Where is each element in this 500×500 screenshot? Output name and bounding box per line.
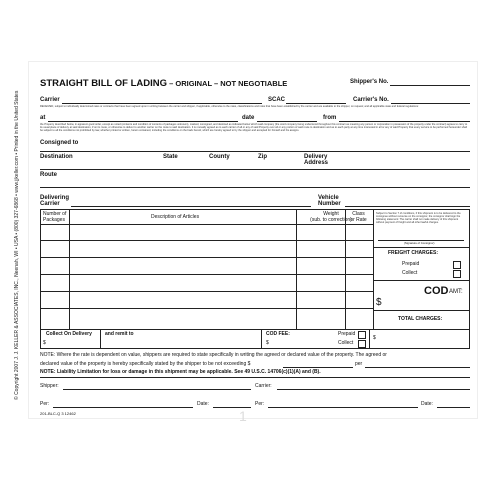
copyright-text: © Copyright 2007 J. J. KELLER & ASSOCIATES, INC., Neenah, WI • USA • (800) 327-6868 • www.jjkeller.com • Printed in the United States bbox=[14, 90, 20, 400]
carrier-signature-field[interactable] bbox=[277, 389, 470, 390]
date-field[interactable] bbox=[257, 121, 317, 122]
carrier-sig-label: Carrier: bbox=[255, 383, 272, 389]
col-packages-line1: Number of bbox=[43, 211, 67, 217]
col-description-header: Description of Articles bbox=[151, 214, 200, 220]
delivery-address-line2: Address bbox=[304, 160, 329, 166]
delivering-carrier-field[interactable] bbox=[71, 206, 311, 207]
shipper-per-field[interactable] bbox=[53, 407, 193, 408]
cod-collect-label: Collect bbox=[338, 340, 354, 346]
title-main: STRAIGHT BILL OF LADING bbox=[40, 78, 168, 89]
col-packages-header bbox=[43, 212, 66, 223]
form-title bbox=[40, 79, 287, 89]
charges-panel bbox=[374, 209, 470, 330]
carrier-per-label: Per: bbox=[255, 401, 265, 407]
cod-fee-label: COD FEE: bbox=[266, 331, 290, 337]
collect-label: Collect bbox=[402, 270, 418, 276]
freight-charges-label: FREIGHT CHARGES: bbox=[388, 250, 438, 256]
cod-label: COD bbox=[424, 285, 449, 297]
table-row[interactable] bbox=[41, 240, 373, 241]
table-row[interactable] bbox=[41, 274, 373, 275]
consigned-to-label: Consigned to bbox=[40, 140, 79, 146]
title-sub: – ORIGINAL – NOT NEGOTIABLE bbox=[167, 79, 288, 88]
form-code: 201-BLC-Q 3 12462 bbox=[40, 411, 76, 416]
cod-amt-label: AMT: bbox=[449, 289, 463, 295]
note-liability: NOTE: Liability Limitation for loss or damage in this shipment may be applicable. See 49 U.S.C. 14706(c)(1)(A) and (B). bbox=[40, 369, 321, 375]
note-per-label: per bbox=[355, 361, 363, 367]
county-label: County bbox=[209, 154, 230, 160]
notes-divider bbox=[40, 377, 470, 378]
vehicle-number-line1: Vehicle bbox=[318, 195, 339, 201]
carrier-per-field[interactable] bbox=[268, 407, 418, 408]
cod-total-dollar: $ bbox=[373, 335, 376, 341]
cod-fee-dollar: $ bbox=[266, 340, 269, 346]
at-label: at bbox=[40, 115, 46, 121]
delivery-address-line1: Delivery bbox=[304, 154, 328, 160]
shipper-date-label: Date: bbox=[197, 401, 209, 407]
shipper-per-label: Per: bbox=[40, 401, 50, 407]
cod-row-divider-2 bbox=[261, 330, 262, 348]
carriers-no-label: Carrier's No. bbox=[353, 97, 389, 103]
col-weight-line2: (sub. to correction) bbox=[310, 216, 352, 223]
freight-prepaid-checkbox[interactable] bbox=[453, 261, 461, 269]
cod-row-divider-1 bbox=[100, 330, 101, 348]
route-label: Route bbox=[40, 172, 57, 178]
declared-per-field[interactable] bbox=[365, 367, 470, 368]
shipper-label: Shipper: bbox=[40, 383, 59, 389]
copy-number: 1 bbox=[239, 408, 247, 424]
cod-collect-checkbox[interactable] bbox=[358, 340, 366, 348]
state-label: State bbox=[163, 154, 178, 160]
cod-prepaid-checkbox[interactable] bbox=[358, 331, 366, 339]
table-row[interactable] bbox=[41, 224, 373, 225]
charges-divider-1 bbox=[374, 247, 469, 248]
col-packages-line2: Packages bbox=[43, 216, 65, 223]
delivering-carrier-line1: Delivering bbox=[40, 195, 70, 201]
carrier-date-field[interactable] bbox=[437, 407, 470, 408]
cod-amount-dollar: $ bbox=[43, 340, 46, 346]
delivering-carrier-line2: Carrier bbox=[40, 201, 60, 207]
vehicle-number-line2: Number bbox=[318, 201, 341, 207]
section7-text: Subject to Section 7 of conditions, if this shipment is to be delivered to the consignee without recourse on the consignor, the consignor shall sign the following statement: The carrier shall not make delivery of this shipment without payment of freight and all other lawful charges. bbox=[376, 212, 461, 225]
table-row[interactable] bbox=[41, 257, 373, 258]
table-row[interactable] bbox=[41, 291, 373, 292]
from-field[interactable] bbox=[339, 121, 470, 122]
destination-line[interactable] bbox=[40, 169, 470, 170]
note-declared-value-1: NOTE: Where the rate is dependent on value, shippers are required to state specifically in writing the agreed or declared value of the property. The agreed or bbox=[40, 352, 387, 358]
carrier-date-label: Date: bbox=[421, 401, 433, 407]
shippers-no-label: Shipper's No. bbox=[350, 79, 389, 85]
col-class-line1: Class bbox=[352, 211, 365, 217]
carrier-field[interactable] bbox=[62, 103, 262, 104]
prepaid-label: Prepaid bbox=[402, 261, 420, 267]
vehicle-number-field[interactable] bbox=[345, 206, 470, 207]
consignor-signature-label: (Signature of Consignor) bbox=[404, 241, 435, 245]
bill-of-lading-form bbox=[29, 62, 477, 424]
articles-table bbox=[40, 209, 374, 330]
declared-value-field[interactable] bbox=[283, 367, 353, 368]
col-divider-2 bbox=[296, 210, 297, 329]
shippers-no-field[interactable] bbox=[390, 85, 470, 86]
cod-row bbox=[40, 330, 470, 349]
total-charges-label: TOTAL CHARGES: bbox=[398, 316, 443, 322]
table-row[interactable] bbox=[41, 308, 373, 309]
at-field[interactable] bbox=[48, 121, 238, 122]
zip-label: Zip bbox=[258, 154, 267, 160]
col-divider-3 bbox=[345, 210, 346, 329]
collect-on-delivery-label: Collect On Delivery bbox=[46, 331, 92, 337]
col-class-header bbox=[346, 212, 371, 223]
destination-label: Destination bbox=[40, 154, 73, 160]
cod-dollar-sign: $ bbox=[376, 297, 382, 308]
col-weight-line1: Weight bbox=[323, 211, 339, 217]
freight-collect-checkbox[interactable] bbox=[453, 270, 461, 278]
col-divider-1 bbox=[69, 210, 70, 329]
received-terms: RECEIVED, subject to individually determined rates or contracts that have been agreed upon in writing between the carrier and shipper, if applicable, otherwise to the rates, classifications and rules that have been established by the carrier and are available to the shipper, on request; and all applicable state and federal regulations: bbox=[40, 105, 419, 108]
note-declared-value-2: declared value of the property is hereby specifically stated by the shipper to be not exceeding $ bbox=[40, 361, 251, 367]
route-line[interactable] bbox=[40, 187, 470, 188]
vehicle-number-label bbox=[318, 195, 341, 207]
consigned-to-line[interactable] bbox=[40, 151, 470, 152]
date-label: date bbox=[242, 115, 255, 121]
scac-label: SCAC bbox=[268, 97, 286, 103]
col-class-line2: or Rate bbox=[350, 216, 367, 223]
scac-field[interactable] bbox=[286, 103, 346, 104]
carrier-label: Carrier bbox=[40, 97, 60, 103]
charges-divider-2 bbox=[374, 280, 469, 281]
copyright-side-text bbox=[6, 90, 20, 400]
cod-row-divider-3 bbox=[369, 330, 370, 348]
charges-divider-3 bbox=[374, 310, 469, 311]
from-label: from bbox=[323, 115, 337, 121]
cod-prepaid-label: Prepaid bbox=[338, 331, 356, 337]
delivery-address-label bbox=[304, 154, 328, 166]
delivering-carrier-label bbox=[40, 195, 69, 207]
and-remit-to-label: and remit to bbox=[105, 331, 134, 337]
shipper-signature-field[interactable] bbox=[63, 389, 251, 390]
carriers-no-field[interactable] bbox=[391, 103, 470, 104]
property-terms: the Property described below, in apparent good order, except as noted (contents and condition of contents of packages unknown), marked, consigned, and destined as indicated below which said company (the word company being understood throughout this contract as meaning any person or corporation in possession of the property under the contract) agrees to carry to its usual place of delivery at said destination, if on its route, or otherwise to deliver to another carrier on the route to said destination. It is mutually agreed as to each carrier of all or any of said Property over all or any portion of said route to destination and as to each party at any time interested in all or any of said Property that every service to be performed hereunder shall be subject to all the conditions not prohibited by law, whether printed or written, herein contained, including the conditions on the back hereof, which are hereby agreed to by the shipper and accepted for himself and his assigns. bbox=[40, 123, 468, 133]
